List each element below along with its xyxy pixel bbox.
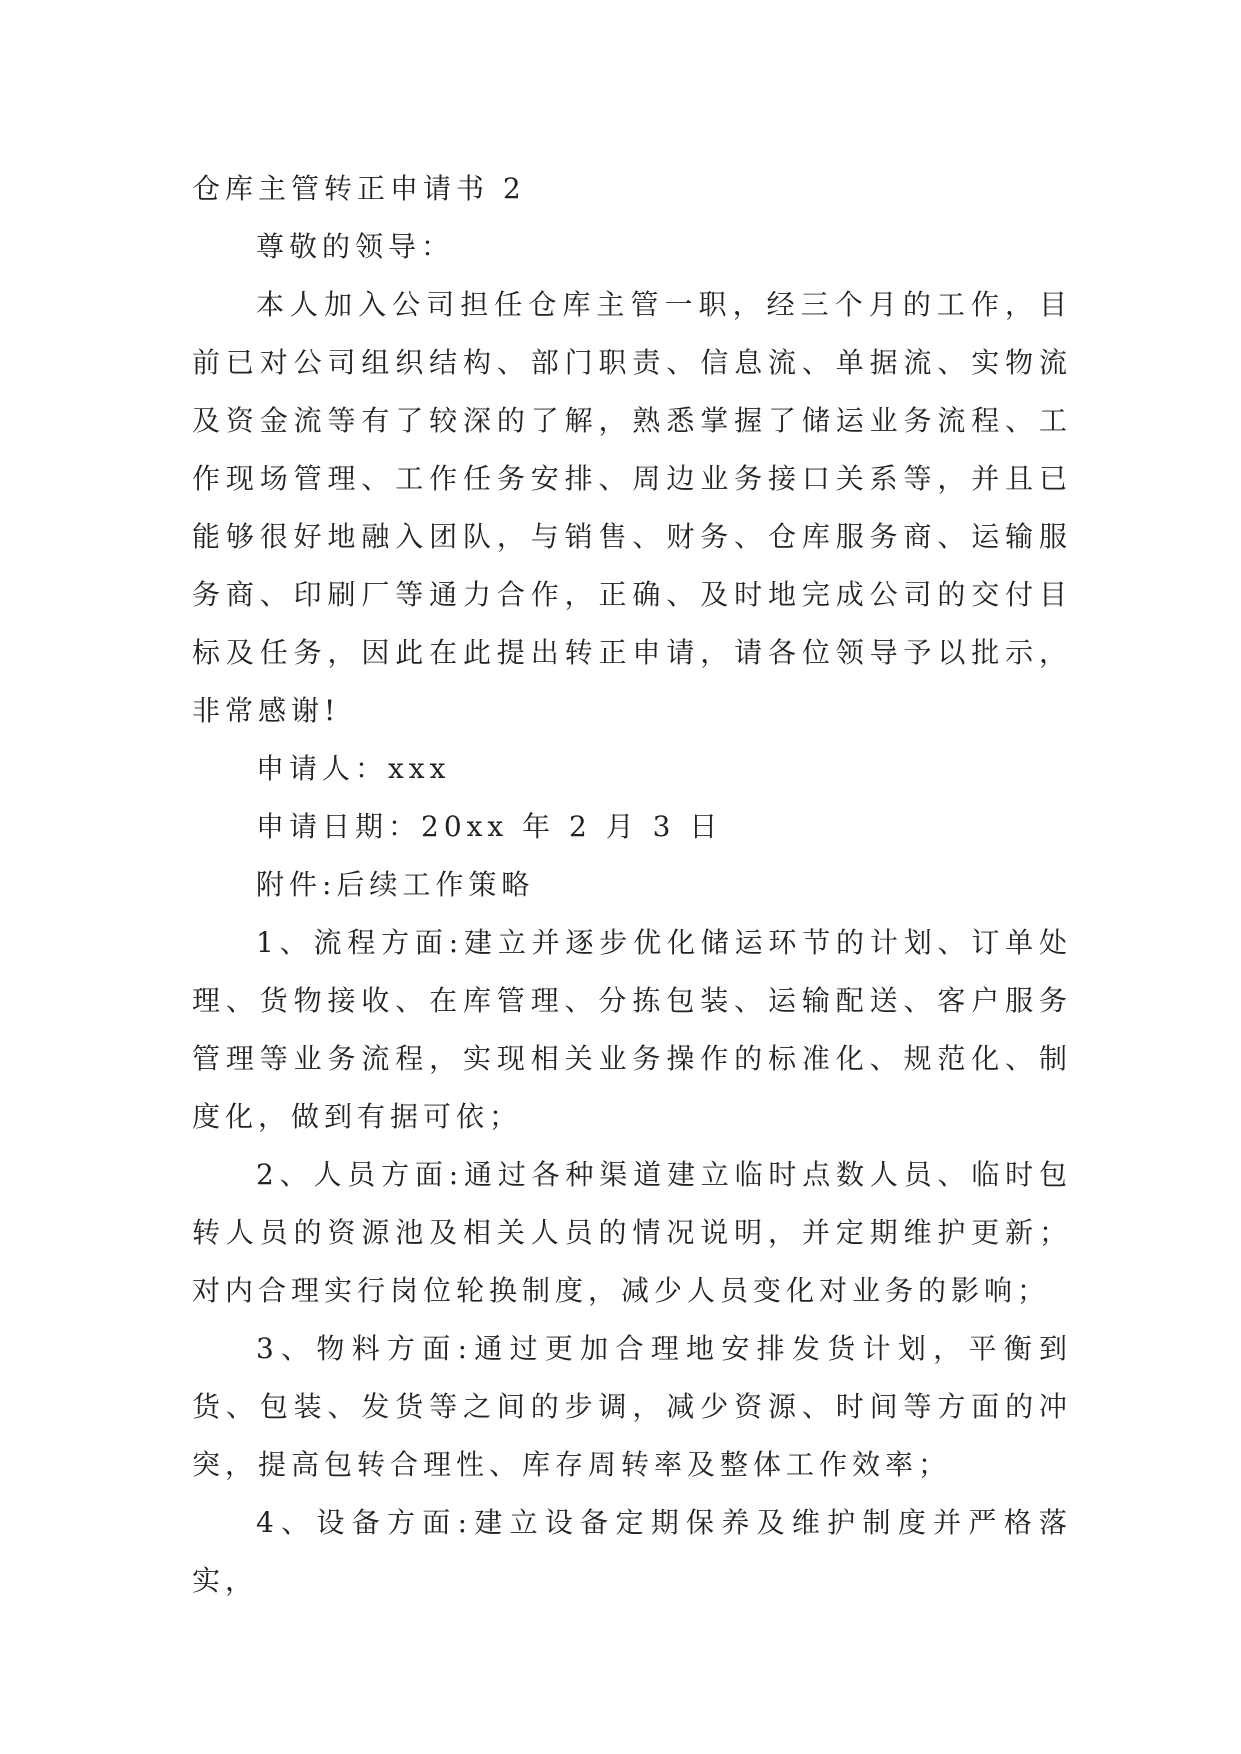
attachment-heading: 附件:后续工作策略 xyxy=(256,868,535,901)
list-item: 1、流程方面:建立并逐步优化储运环节的计划、订单处理、货物接收、在库管理、分拣包装、运输配送、客户服务管理等业务流程，实现相关业务操作的标准化、规范化、制度化，做到有据可依； xyxy=(192,926,1072,1133)
list-item: 2、人员方面:通过各种渠道建立临时点数人员、临时包转人员的资源池及相关人员的情况说明，并定期维护更新；对内合理实行岗位轮换制度，减少人员变化对业务的影响； xyxy=(192,1158,1072,1307)
salutation: 尊敬的领导： xyxy=(256,230,455,263)
list-item: 4、设备方面:建立设备定期保养及维护制度并严格落实， xyxy=(192,1506,1072,1597)
document-title: 仓库主管转正申请书 2 xyxy=(192,172,526,205)
body-paragraph: 本人加入公司担任仓库主管一职，经三个月的工作，目前已对公司组织结构、部门职责、信息流、单据流、实物流及资金流等有了较深的了解，熟悉掌握了储运业务流程、工作现场管理、工作任务安排、周边业务接口关系等，并且已能够很好地融入团队，与销售、财务、仓库服务商、运输服务商、印刷厂等通力合作，正确、及时地完成公司的交付目标及任务，因此在此提出转正申请，请各位领导予以批示，非常感谢! xyxy=(192,288,1072,727)
date-line: 申请日期：20xx 年 2 月 3 日 xyxy=(256,810,723,843)
applicant-line: 申请人：xxx xyxy=(256,752,451,785)
list-item: 3、物料方面:通过更加合理地安排发货计划，平衡到货、包装、发货等之间的步调，减少资源、时间等方面的冲突，提高包转合理性、库存周转率及整体工作效率； xyxy=(192,1332,1072,1481)
document-body xyxy=(192,160,1072,1610)
